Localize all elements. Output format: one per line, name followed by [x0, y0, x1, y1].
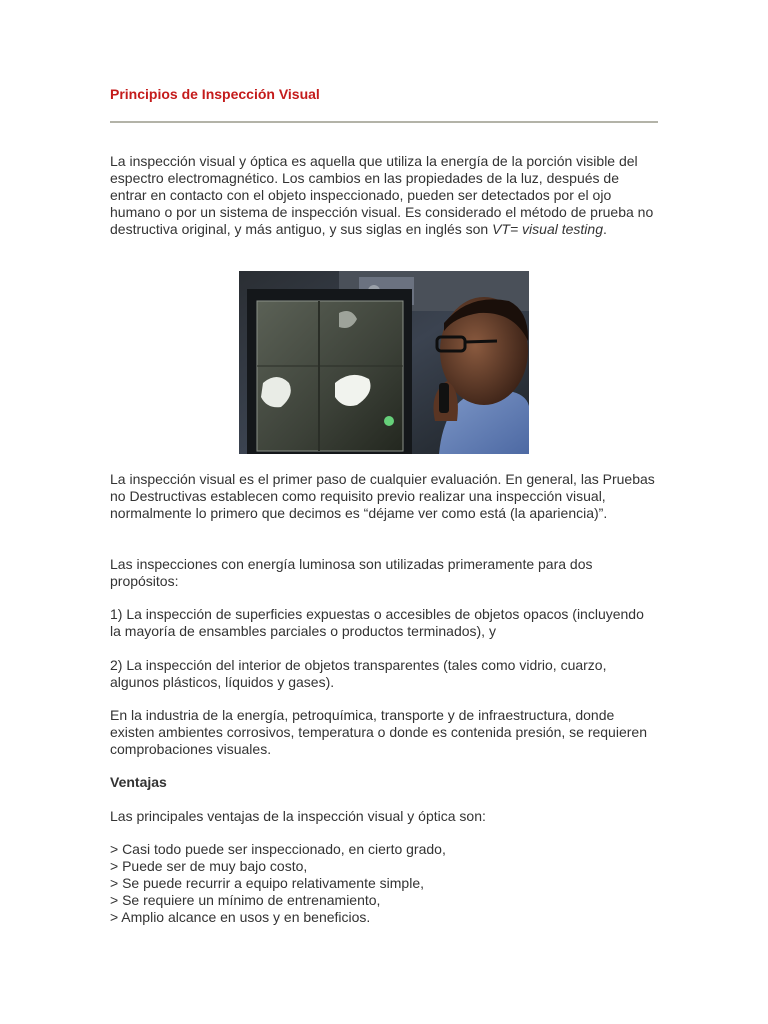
intro-text-end: .	[602, 221, 607, 237]
paragraph-2: Las inspecciones con energía luminosa son utilizadas primeramente para dos propósitos:	[110, 556, 593, 589]
intro-emphasis: VT= visual testing	[492, 221, 603, 237]
paragraph-4: 2) La inspección del interior de objetos transparentes (tales como vidrio, cuarzo, algunos plásticos, líquidos y gases).	[110, 657, 607, 690]
paragraph-5: En la industria de la energía, petroquímica, transporte y de infraestructura, donde existen ambientes corrosivos, temperatura o donde es contenida presión, se requieren comprobaciones visuales.	[110, 707, 647, 757]
list-item: > Casi todo puede ser inspeccionado, en cierto grado,	[110, 841, 446, 857]
list-item: > Amplio alcance en usos y en beneficios.	[110, 909, 371, 925]
intro-text: La inspección visual y óptica es aquella que utiliza la energía de la porción visible del espectro electromagnético. Los cambios en las propiedades de la luz, después de entrar en contacto con el objeto inspeccionado, pueden ser detectados por el ojo humano o por un sistema de inspección visual. Es considerado el método de prueba no destructiva original, y más antiguo, y sus siglas en inglés son	[110, 153, 654, 237]
list-item: > Puede ser de muy bajo costo,	[110, 858, 308, 874]
title-divider	[110, 121, 658, 123]
list-item: > Se puede recurrir a equipo relativamente simple,	[110, 875, 425, 891]
advantages-intro: Las principales ventajas de la inspección visual y óptica son:	[110, 808, 486, 824]
paragraph-3: 1) La inspección de superficies expuestas o accesibles de objetos opacos (incluyendo la mayoría de ensambles parciales o productos terminados), y	[110, 606, 644, 639]
advantages-heading: Ventajas	[110, 774, 167, 790]
advantages-list	[110, 841, 658, 926]
inspector-photo	[239, 271, 529, 454]
page-title: Principios de Inspección Visual	[110, 86, 320, 102]
paragraph-1: La inspección visual es el primer paso de cualquier evaluación. En general, las Pruebas no Destructivas establecen como requisito previo realizar una inspección visual, normalmente lo primero que decimos es “déjame ver como está (la apariencia)”.	[110, 471, 655, 521]
list-item: > Se requiere un mínimo de entrenamiento,	[110, 892, 381, 908]
intro-paragraph	[110, 153, 658, 238]
